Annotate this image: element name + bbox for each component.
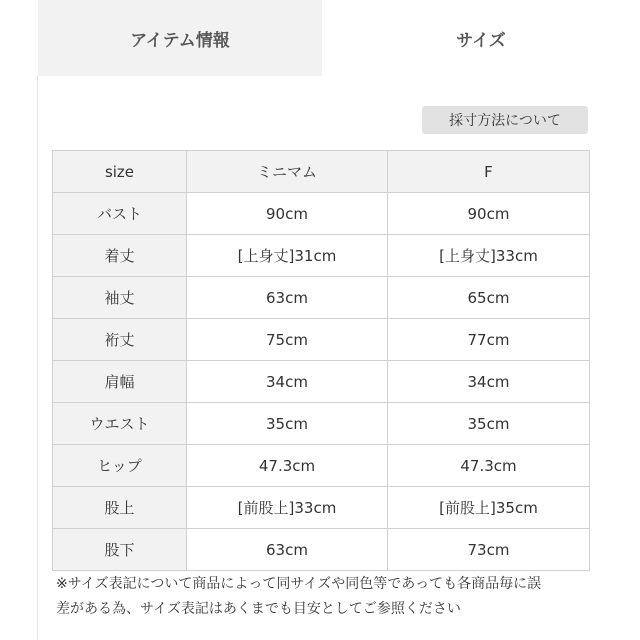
row-label: 袖丈 — [53, 277, 187, 319]
cell-minimum: [前股上]33cm — [187, 487, 388, 529]
cell-free: [上身丈]33cm — [388, 235, 590, 277]
cell-minimum: [上身丈]31cm — [187, 235, 388, 277]
cell-free: 34cm — [388, 361, 590, 403]
measurement-method-button[interactable]: 採寸方法について — [422, 106, 588, 134]
table-row — [53, 235, 590, 277]
cell-minimum: 35cm — [187, 403, 388, 445]
cell-free: 47.3cm — [388, 445, 590, 487]
cell-free: 77cm — [388, 319, 590, 361]
row-label: 肩幅 — [53, 361, 187, 403]
table-row — [53, 403, 590, 445]
cell-minimum: 90cm — [187, 193, 388, 235]
tab-item-info[interactable]: アイテム情報 — [38, 0, 322, 76]
note-line-2: 差がある為、サイズ表記はあくまでも目安としてご参照ください — [56, 601, 461, 617]
header-free: F — [388, 151, 590, 193]
cell-minimum: 63cm — [187, 277, 388, 319]
header-minimum: ミニマム — [187, 151, 388, 193]
row-label: ウエスト — [53, 403, 187, 445]
cell-free: [前股上]35cm — [388, 487, 590, 529]
table-row — [53, 361, 590, 403]
table-row — [53, 193, 590, 235]
row-label: 裄丈 — [53, 319, 187, 361]
cell-minimum: 75cm — [187, 319, 388, 361]
cell-free: 35cm — [388, 403, 590, 445]
tab-bar — [38, 0, 640, 76]
row-label: ヒップ — [53, 445, 187, 487]
row-label: 着丈 — [53, 235, 187, 277]
cell-minimum: 34cm — [187, 361, 388, 403]
table-row — [53, 277, 590, 319]
note-line-1: ※サイズ表記について商品によって同サイズや同色等であっても各商品毎に誤 — [56, 576, 542, 592]
header-size: size — [53, 151, 187, 193]
table-row — [53, 529, 590, 571]
cell-free: 90cm — [388, 193, 590, 235]
table-row — [53, 319, 590, 361]
tab-size[interactable]: サイズ — [322, 0, 640, 76]
row-label: 股下 — [53, 529, 187, 571]
cell-free: 65cm — [388, 277, 590, 319]
row-label: 股上 — [53, 487, 187, 529]
row-label: バスト — [53, 193, 187, 235]
size-disclaimer-note — [56, 572, 596, 622]
cell-free: 73cm — [388, 529, 590, 571]
size-table — [52, 150, 590, 571]
table-row — [53, 445, 590, 487]
table-header-row — [53, 151, 590, 193]
table-row — [53, 487, 590, 529]
content-left-border — [37, 76, 38, 640]
cell-minimum: 63cm — [187, 529, 388, 571]
cell-minimum: 47.3cm — [187, 445, 388, 487]
